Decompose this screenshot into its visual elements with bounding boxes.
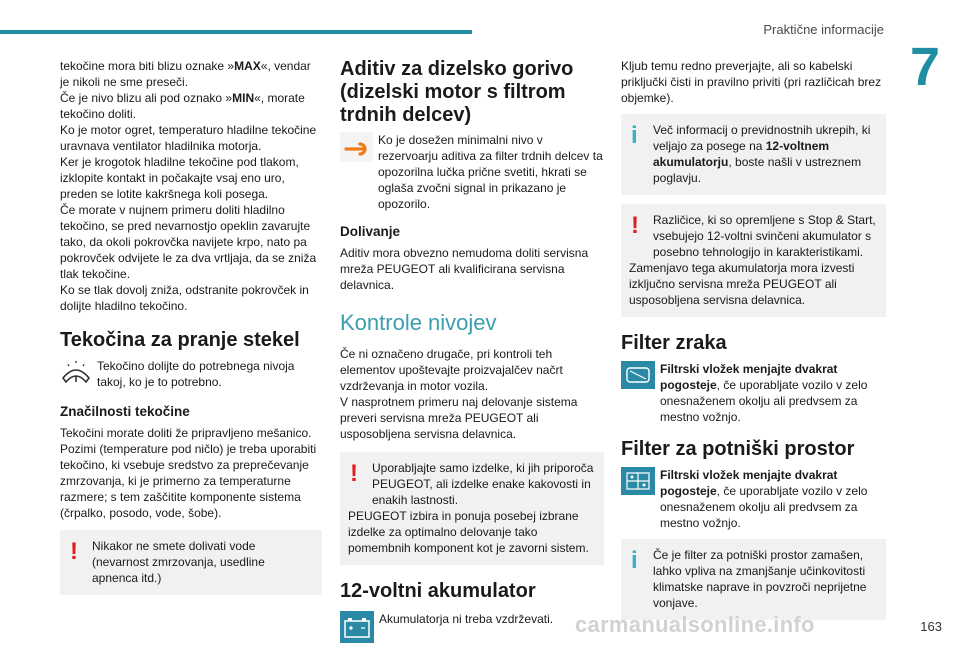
battery-heading: 12-voltni akumulator — [340, 580, 536, 602]
level-checks-text-2: V nasprotnem primeru naj delovanje sistema preveri servisna mreža PEUGEOT ali usposobljena servisna delavnica. — [340, 395, 578, 441]
page-number: 163 — [920, 619, 942, 634]
paragraph: Ko je motor ogret, temperaturo hladilne tekočine uravnava ventilator hladilnika motorja. — [60, 123, 317, 153]
fluid-specs-heading: Značilnosti tekočine — [60, 404, 190, 419]
level-checks-heading: Kontrole nivojev — [340, 310, 497, 335]
info-box — [621, 539, 886, 620]
column-1 — [60, 58, 322, 595]
diesel-additive-heading: Aditiv za dizelsko gorivo (dizelski motor s filtrom trdnih delcev) — [340, 58, 574, 126]
watermark: carmanualsonline.info — [575, 612, 815, 637]
warning-icon: ! — [631, 212, 639, 239]
warning-text-2: PEUGEOT izbira in ponuja posebej izbrane izdelke za optimalno delovanje tako pomembnih komponent kot je zavorni sistem. — [348, 509, 589, 555]
windscreen-washer-icon — [60, 358, 92, 391]
warning-icon: ! — [70, 538, 78, 565]
info-icon: i — [631, 122, 638, 149]
paragraph: Če je nivo blizu ali pod oznako »MIN«, morate tekočino doliti. — [60, 91, 305, 121]
paragraph: Ker je krogotok hladilne tekočine pod tlakom, izklopite kontakt in počakajte vsaj eno uro, preden se lotite kakršnega koli posega. — [60, 155, 299, 201]
level-checks-text: Če ni označeno drugače, pri kontroli teh elementov upoštevajte proizvajalčev načrt vzdrževanja in motor vozila. — [340, 347, 563, 393]
washer-fluid-heading: Tekočina za pranje stekel — [60, 329, 300, 351]
cabin-filter-text: Filtrski vložek menjajte dvakrat pogosteje, če uporabljate vozilo v zelo onesnaženem okolju ali predvsem za mestno vožnjo. — [660, 468, 868, 530]
column-2 — [340, 58, 604, 648]
battery-row — [340, 611, 604, 648]
air-filter-heading: Filter zraka — [621, 332, 727, 354]
paragraph: tekočine mora biti blizu oznake »MAX«, vendar je nikoli ne sme preseči. — [60, 59, 311, 89]
diesel-additive-text: Ko je dosežen minimalni nivo v rezervoarju aditiva za filter trdnih delcev ta opozorilna lučka prične svetiti, hkrati se oglaša zvočni signal in prikazano je opozorilo. — [378, 133, 603, 211]
warning-box — [60, 530, 322, 595]
info-box — [621, 114, 886, 195]
air-filter-row — [621, 361, 886, 425]
info-text: Več informacij o previdnostnih ukrepih, ki veljajo za posege na 12-voltnem akumulatorju, boste našli v ustreznem poglavju. — [653, 123, 871, 185]
warning-text-2: Zamenjavo tega akumulatorja mora izvesti izključno servisna mreža PEUGEOT ali usposobljena servisna delavnica. — [629, 261, 855, 307]
paragraph: Ko se tlak dovolj zniža, odstranite pokrovček in dolijte hladilno tekočino. — [60, 283, 309, 313]
warning-icon: ! — [350, 460, 358, 487]
battery-icon — [340, 611, 374, 648]
paragraph: Kljub temu redno preverjajte, ali so kabelski priključki čisti in pravilno priviti (pri različicah brez objemke). — [621, 59, 882, 105]
topup-heading: Dolivanje — [340, 224, 401, 239]
battery-text: Akumulatorja ni treba vzdrževati. — [379, 612, 554, 626]
header-accent-bar — [0, 30, 472, 34]
info-text: Če je filter za potniški prostor zamašen, lahko vpliva na zmanjšanje učinkovitosti klimatske naprave in povzroči neprijetne vonjave. — [653, 548, 867, 610]
column-3 — [621, 58, 886, 620]
topup-text: Aditiv mora obvezno nemudoma doliti servisna mreža PEUGEOT ali kvalificirana servisna delavnica. — [340, 246, 589, 292]
washer-fluid-text: Tekočino dolijte do potrebnega nivoja takoj, ko je to potrebno. — [97, 359, 295, 389]
washer-fluid-row — [60, 358, 322, 391]
air-filter-icon — [621, 361, 655, 394]
cabin-filter-icon — [621, 467, 655, 500]
paragraph: Če morate v nujnem primeru doliti hladilno tekočino, se pred nevarnostjo opeklin zavarujte tako, da okoli pokrovčka navijete krpo, nato pa pokrovček odvijete le za dva vrtljaja, da se zniža tlak tekočine. — [60, 203, 317, 281]
air-filter-text: Filtrski vložek menjajte dvakrat pogosteje, če uporabljate vozilo v zelo onesnaženem okolju ali predvsem za mestno vožnjo. — [660, 362, 868, 424]
cabin-filter-row — [621, 467, 886, 531]
spanner-warning-icon — [340, 132, 373, 167]
section-title: Praktične informacije — [763, 22, 884, 37]
fluid-specs-text: Tekočini morate doliti že pripravljeno mešanico. Pozimi (temperature pod ničlo) je treba uporabiti tekočino, ki vsebuje sredstvo za preprečevanje zmrzovanja, ki je primerno za temperaturne razmere; s tem zaščitite komponente sistema (črpalko, posodo, vode, šobe). — [60, 426, 317, 520]
warning-text: Uporabljajte samo izdelke, ki jih priporoča PEUGEOT, ali izdelke enake kakovosti in enakih lastnosti. — [372, 461, 594, 507]
warning-box — [340, 452, 604, 565]
diesel-additive-row — [340, 132, 604, 212]
warning-text: Različice, ki so opremljene s Stop & Start, vsebujejo 12-voltni svinčeni akumulator s posebno tehnologijo in karakteristikami. — [653, 213, 876, 259]
info-icon: i — [631, 547, 638, 574]
cabin-filter-heading: Filter za potniški prostor — [621, 438, 855, 460]
warning-box — [621, 204, 886, 317]
chapter-number: 7 — [909, 37, 940, 97]
warning-text: Nikakor ne smete dolivati vode (nevarnost zmrzovanja, usedline apnenca itd.) — [92, 539, 265, 585]
